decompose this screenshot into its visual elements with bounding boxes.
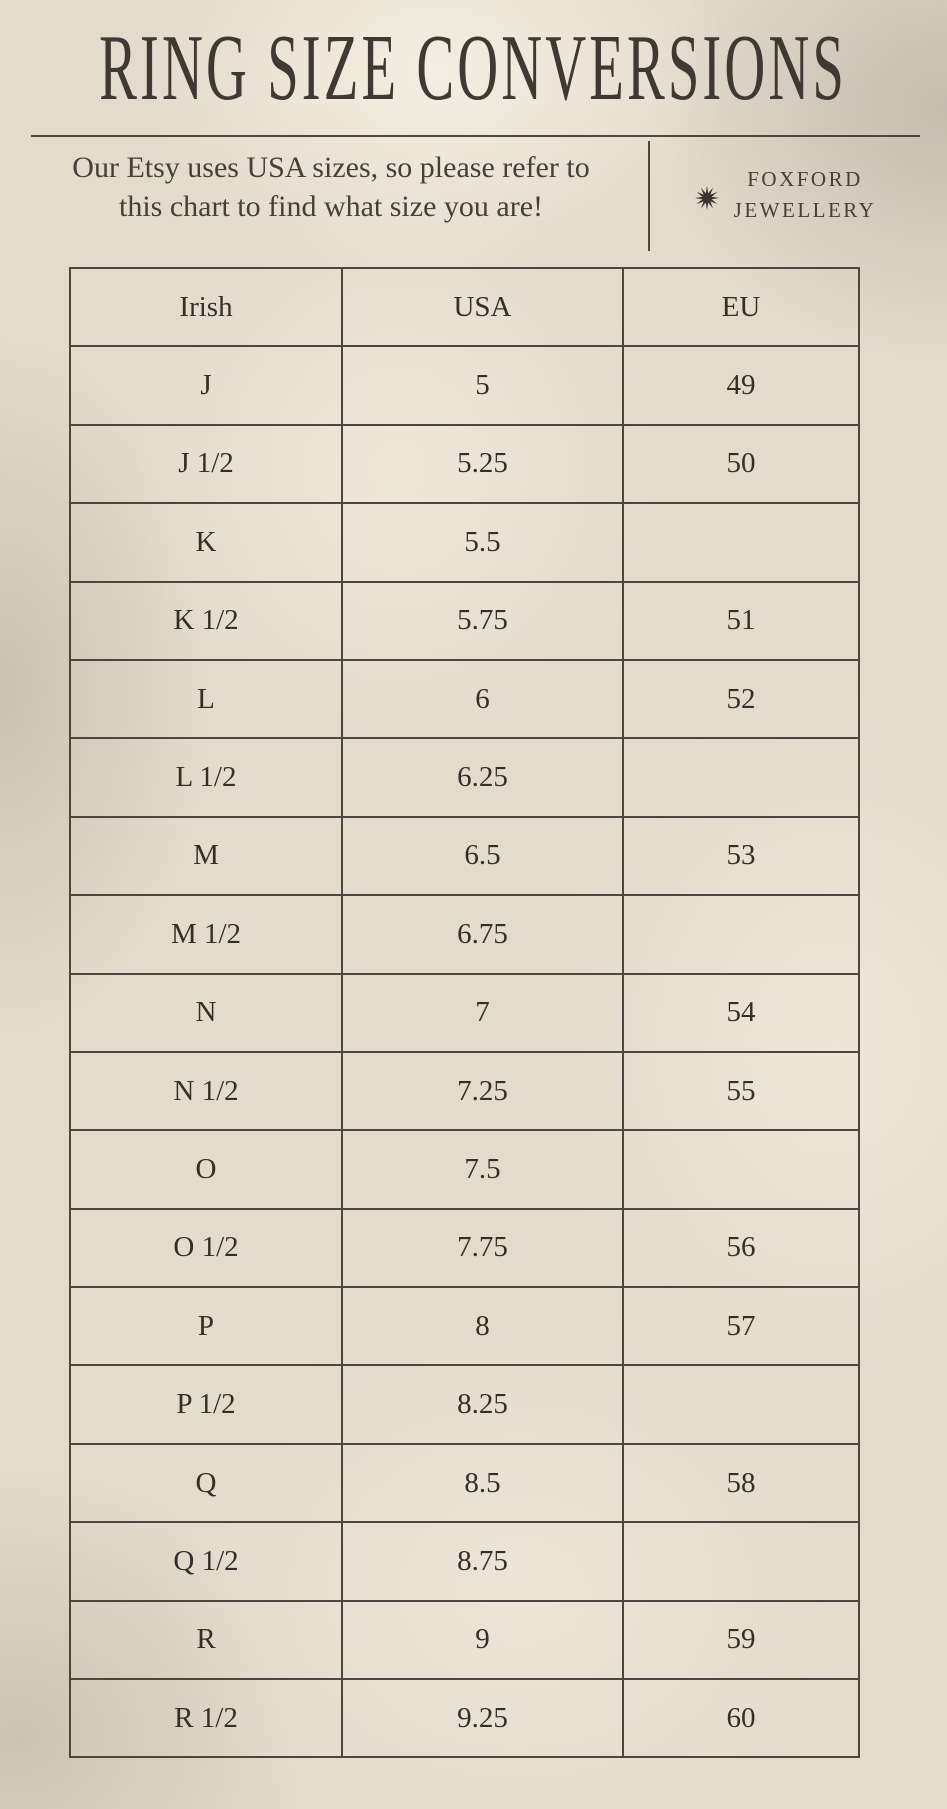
cell-usa: 6 [342, 660, 623, 738]
cell-eu [623, 1365, 859, 1443]
cell-irish: M 1/2 [70, 895, 342, 973]
table-body [70, 346, 859, 1757]
table-row [70, 425, 859, 503]
cell-irish: J [70, 346, 342, 424]
cell-irish: O 1/2 [70, 1209, 342, 1287]
cell-irish: L 1/2 [70, 738, 342, 816]
table-row [70, 1601, 859, 1679]
cell-usa: 9 [342, 1601, 623, 1679]
cell-irish: P [70, 1287, 342, 1365]
cell-usa: 6.75 [342, 895, 623, 973]
cell-usa: 5 [342, 346, 623, 424]
table-header [70, 268, 859, 346]
intro-line-2: this chart to find what size you are! [118, 190, 544, 223]
cell-eu [623, 1522, 859, 1600]
cell-irish: R [70, 1601, 342, 1679]
cell-eu: 58 [623, 1444, 859, 1522]
column-header-irish: Irish [70, 268, 342, 346]
table-row [70, 1130, 859, 1208]
brand-logo [650, 137, 920, 253]
cell-usa: 9.25 [342, 1679, 623, 1757]
intro-section [31, 137, 920, 253]
cell-irish: O [70, 1130, 342, 1208]
table-row [70, 582, 859, 660]
cell-usa: 5.75 [342, 582, 623, 660]
cell-irish: Q 1/2 [70, 1522, 342, 1600]
page-title-text: RING SIZE CONVERSIONS [99, 14, 848, 120]
cell-eu: 51 [623, 582, 859, 660]
brand-name-line-1: FOXFORD [747, 167, 863, 191]
cell-eu: 53 [623, 817, 859, 895]
brand-name-line-2: JEWELLERY [733, 198, 877, 222]
cell-usa: 8.5 [342, 1444, 623, 1522]
cell-usa: 8 [342, 1287, 623, 1365]
ring-size-table [69, 267, 860, 1758]
intro-line-1: Our Etsy uses USA sizes, so please refer to [72, 151, 590, 184]
cell-irish: N 1/2 [70, 1052, 342, 1130]
cell-eu: 59 [623, 1601, 859, 1679]
cell-irish: J 1/2 [70, 425, 342, 503]
cell-irish: Q [70, 1444, 342, 1522]
table-row [70, 1444, 859, 1522]
column-header-eu: EU [623, 268, 859, 346]
cell-usa: 6.25 [342, 738, 623, 816]
cell-eu: 50 [623, 425, 859, 503]
cell-usa: 7.5 [342, 1130, 623, 1208]
starburst-icon [694, 185, 720, 211]
table-row [70, 1679, 859, 1757]
cell-eu [623, 1130, 859, 1208]
cell-irish: R 1/2 [70, 1679, 342, 1757]
cell-usa: 7.75 [342, 1209, 623, 1287]
cell-eu [623, 895, 859, 973]
cell-usa: 7 [342, 974, 623, 1052]
cell-eu: 54 [623, 974, 859, 1052]
table-header-row [70, 268, 859, 346]
column-header-usa: USA [342, 268, 623, 346]
cell-irish: K 1/2 [70, 582, 342, 660]
cell-irish: M [70, 817, 342, 895]
table-row [70, 1209, 859, 1287]
table-row [70, 346, 859, 424]
intro-text [31, 137, 631, 253]
cell-usa: 8.25 [342, 1365, 623, 1443]
cell-eu [623, 738, 859, 816]
cell-irish: L [70, 660, 342, 738]
cell-usa: 7.25 [342, 1052, 623, 1130]
cell-eu: 55 [623, 1052, 859, 1130]
cell-irish: N [70, 974, 342, 1052]
table-row [70, 974, 859, 1052]
table-row [70, 660, 859, 738]
cell-usa: 8.75 [342, 1522, 623, 1600]
cell-irish: P 1/2 [70, 1365, 342, 1443]
cell-eu [623, 503, 859, 581]
cell-usa: 5.5 [342, 503, 623, 581]
table-row [70, 895, 859, 973]
cell-eu: 57 [623, 1287, 859, 1365]
cell-irish: K [70, 503, 342, 581]
table-row [70, 738, 859, 816]
table-row [70, 1365, 859, 1443]
table-row [70, 1522, 859, 1600]
table-row [70, 503, 859, 581]
cell-usa: 5.25 [342, 425, 623, 503]
cell-eu: 52 [623, 660, 859, 738]
table-row [70, 1052, 859, 1130]
table-row [70, 1287, 859, 1365]
cell-eu: 56 [623, 1209, 859, 1287]
page-title [0, 14, 947, 124]
brand-name [734, 164, 877, 226]
table-row [70, 817, 859, 895]
cell-eu: 60 [623, 1679, 859, 1757]
cell-usa: 6.5 [342, 817, 623, 895]
cell-eu: 49 [623, 346, 859, 424]
